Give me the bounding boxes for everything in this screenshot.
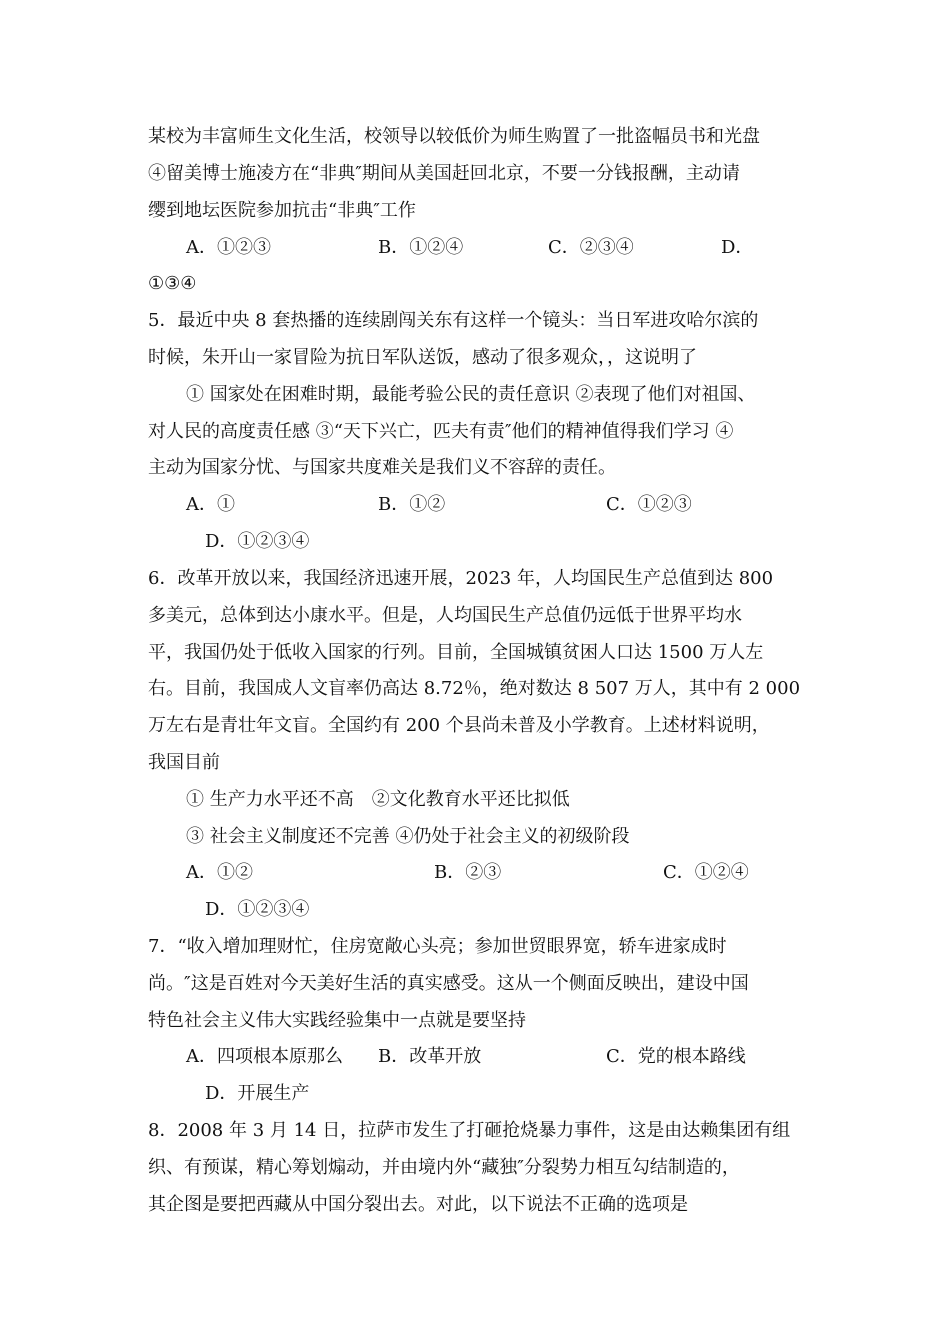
q6-option-b: B．②③	[434, 862, 502, 883]
q6-line-6: 我国目前	[148, 752, 220, 773]
q6-line-8: ③ 社会主义制度还不完善 ④仍处于社会主义的初级阶段	[186, 826, 630, 847]
q6-line-7: ① 生产力水平还不高 ②文化教育水平还比拟低	[186, 789, 570, 810]
q6-option-c: C．①②④	[663, 862, 749, 883]
q5-line-1: 5．最近中央 8 套热播的连续剧闯关东有这样一个镜头：当日军进攻哈尔滨的	[148, 310, 759, 331]
q5-option-a: A．①	[186, 494, 235, 515]
q7-option-a: A．四项根本原那么	[186, 1046, 343, 1067]
q6-option-d: D．①②③④	[205, 899, 310, 920]
q6-option-a: A．①②	[186, 862, 253, 883]
q4-option-c: C．②③④	[548, 237, 634, 258]
q4-line-2: ④留美博士施凌方在“非典″期间从美国赶回北京，不要一分钱报酬，主动请	[148, 163, 740, 184]
q8-line-2: 织、有预谋，精心筹划煽动，并由境内外“藏独″分裂势力相互勾结制造的，	[148, 1157, 740, 1178]
q5-line-3: ① 国家处在困难时期，最能考验公民的责任意识 ②表现了他们对祖国、	[186, 384, 756, 405]
q7-option-d: D．开展生产	[205, 1083, 310, 1104]
q7-option-c: C．党的根本路线	[606, 1046, 746, 1067]
q6-line-1: 6．改革开放以来，我国经济迅速开展，2023 年，人均国民生产总值到达 800	[148, 568, 774, 589]
q8-line-3: 其企图是要把西藏从中国分裂出去。对此，以下说法不正确的选项是	[148, 1194, 688, 1215]
q5-line-4: 对人民的高度责任感 ③“天下兴亡，匹夫有责″他们的精神值得我们学习 ④	[148, 421, 734, 442]
q7-line-3: 特色社会主义伟大实践经验集中一点就是要坚持	[148, 1010, 526, 1031]
q6-line-3: 平，我国仍处于低收入国家的行列。目前，全国城镇贫困人口达 1500 万人左	[148, 642, 764, 663]
q5-option-c: C．①②③	[606, 494, 692, 515]
q4-line-1: 某校为丰富师生文化生活，校领导以较低价为师生购置了一批盗幅员书和光盘	[148, 126, 760, 147]
q5-option-d: D．①②③④	[205, 531, 310, 552]
q6-line-4: 右。目前，我国成人文盲率仍高达 8.72％，绝对数达 8 507 万人，其中有 2 000	[148, 678, 801, 699]
q5-line-2: 时候，朱开山一家冒险为抗日军队送饭，感动了很多观众，，这说明了	[148, 347, 697, 368]
q7-option-b: B．改革开放	[378, 1046, 482, 1067]
q4-option-d-wrap: ①③④	[148, 273, 197, 294]
q6-line-5: 万左右是青壮年文盲。全国约有 200 个县尚未普及小学教育。上述材料说明，	[148, 715, 770, 736]
q5-option-b: B．①②	[378, 494, 446, 515]
q6-line-2: 多美元，总体到达小康水平。但是，人均国民生产总值仍远低于世界平均水	[148, 605, 742, 626]
q4-line-3: 缨到地坛医院参加抗击“非典″工作	[148, 200, 416, 221]
q7-line-1: 7．“收入增加理财忙，住房宽敞心头亮；参加世贸眼界宽，轿车进家成时	[148, 936, 727, 957]
q5-line-5: 主动为国家分忧、与国家共度难关是我们义不容辞的责任。	[148, 457, 616, 478]
q4-option-d: D．	[721, 237, 754, 258]
q4-option-b: B．①②④	[378, 237, 464, 258]
q8-line-1: 8．2008 年 3 月 14 日，拉萨市发生了打砸抢烧暴力事件，这是由达赖集团有组	[148, 1120, 791, 1141]
q7-line-2: 尚。″这是百姓对今天美好生活的真实感受。这从一个侧面反映出，建设中国	[148, 973, 749, 994]
q4-option-a: A．①②③	[186, 237, 271, 258]
